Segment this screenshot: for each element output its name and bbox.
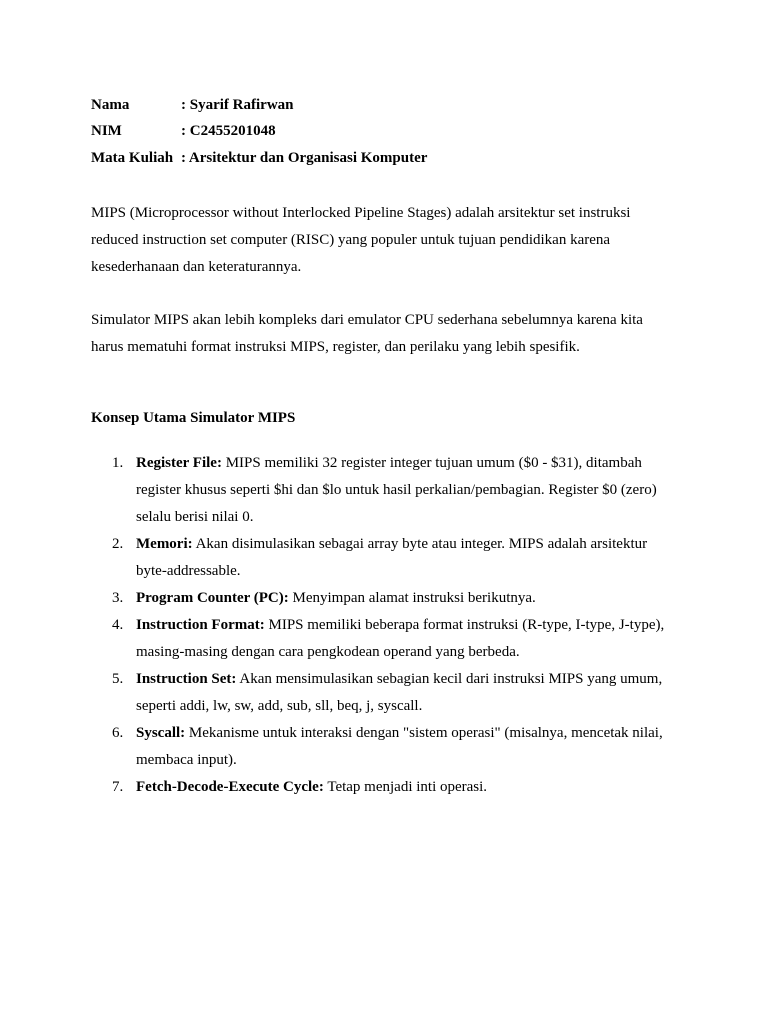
list-item-number: 2. xyxy=(112,535,124,552)
list-item-number: 1. xyxy=(112,454,124,471)
simulator-paragraph: Simulator MIPS akan lebih kompleks dari emulator CPU sederhana sebelumnya karena kita harus mematuhi format instruksi MIPS, register, dan perilaku yang lebih spesifik. xyxy=(91,311,643,355)
list-item-number: 4. xyxy=(112,616,124,633)
list-item-term: Instruction Set: xyxy=(136,670,237,687)
list-item-number: 6. xyxy=(112,724,124,741)
info-label: NIM xyxy=(91,123,122,140)
concept-list xyxy=(91,450,678,801)
info-value: : Arsitektur dan Organisasi Komputer xyxy=(181,145,427,172)
list-item xyxy=(91,612,678,666)
list-item-text: MIPS memiliki 32 register integer tujuan umum ($0 - $31), ditambah register khusus seperti $hi dan $lo untuk hasil perkalian/pembagian. Register $0 (zero) selalu berisi nilai 0. xyxy=(136,454,657,525)
list-item-number: 5. xyxy=(112,670,124,687)
info-row-course xyxy=(91,145,427,172)
list-item xyxy=(91,585,678,612)
list-item-text: Akan disimulasikan sebagai array byte atau integer. MIPS adalah arsitektur byte-addressable. xyxy=(136,535,648,579)
list-item-term: Register File: xyxy=(136,454,222,471)
list-item-text: Tetap menjadi inti operasi. xyxy=(327,778,488,795)
list-item-term: Instruction Format: xyxy=(136,616,265,633)
list-item-term: Memori: xyxy=(136,535,193,552)
list-item xyxy=(91,720,678,774)
list-item-text: MIPS memiliki beberapa format instruksi (R-type, I-type, J-type), masing-masing dengan cara pengkodean operand yang berbeda. xyxy=(136,616,665,660)
list-item-term: Syscall: xyxy=(136,724,186,741)
list-item xyxy=(91,774,678,801)
list-item-text: Menyimpan alamat instruksi berikutnya. xyxy=(292,589,536,606)
info-row-nim xyxy=(91,119,427,146)
list-item-text: Akan mensimulasikan sebagian kecil dari instruksi MIPS yang umum, seperti addi, lw, sw, add, sub, sll, beq, j, syscall. xyxy=(136,670,663,714)
list-item xyxy=(91,666,678,720)
list-item-number: 3. xyxy=(112,589,124,606)
list-item xyxy=(91,450,678,531)
info-row-name xyxy=(91,92,427,119)
list-item xyxy=(91,531,678,585)
student-info-table xyxy=(91,92,427,172)
list-item-text: Mekanisme untuk interaksi dengan "sistem operasi" (misalnya, mencetak nilai, membaca input). xyxy=(136,724,663,768)
info-value: : Syarif Rafirwan xyxy=(181,92,427,119)
info-label: Nama xyxy=(91,96,130,113)
info-label: Mata Kuliah xyxy=(91,149,174,166)
intro-paragraph: MIPS (Microprocessor without Interlocked Pipeline Stages) adalah arsitektur set instruksi reduced instruction set computer (RISC) yang populer untuk tujuan pendidikan karena kesederhanaan dan keteraturannya. xyxy=(91,204,631,275)
list-item-term: Program Counter (PC): xyxy=(136,589,289,606)
list-item-number: 7. xyxy=(112,778,124,795)
info-value: : C2455201048 xyxy=(181,119,427,146)
section-title: Konsep Utama Simulator MIPS xyxy=(91,409,296,426)
list-item-term: Fetch-Decode-Execute Cycle: xyxy=(136,778,324,795)
